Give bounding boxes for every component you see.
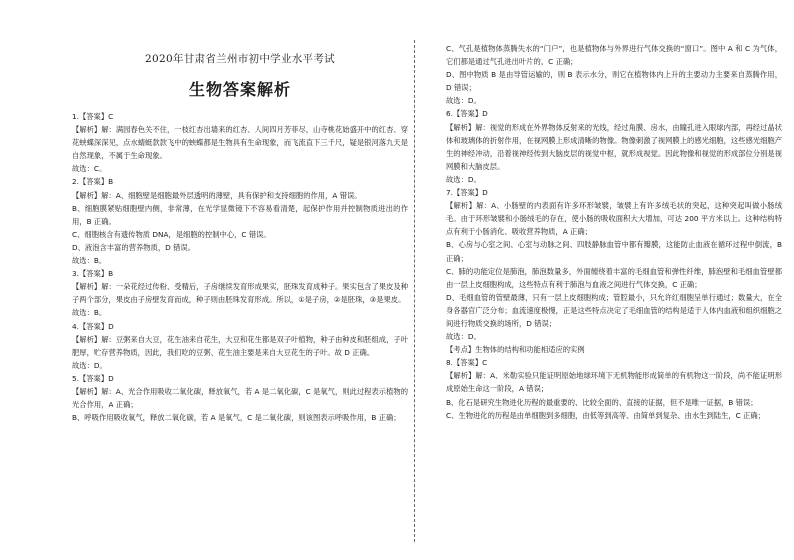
- answer-paragraph: 【考点】生物体的结构和功能相适应的实例: [446, 345, 585, 355]
- answer-paragraph: 7.【答案】D: [446, 188, 488, 198]
- answer-paragraph: 【解析】解：一朵花经过传粉、受精后，子房继续发育形成果实，胚珠发育成种子。果实包含了果皮及种子两个部分，果皮由子房壁发育而成，种子则由胚珠发育形成。所以，①是子房，②是胚珠，③是果皮。: [72, 282, 408, 305]
- answer-paragraph: C、气孔是植物体蒸腾失水的“门户”，也是植物体与外界进行气体交换的“窗口”。图中 A 和 C 为气体，它们都是通过气孔进出叶片的，C 正确；: [446, 44, 782, 67]
- column-divider: [414, 40, 415, 542]
- answer-paragraph: 3.【答案】B: [72, 269, 114, 279]
- answer-paragraph: B、细胞膜紧贴细胞壁内侧，非常薄，在光学显微镜下不容易看清楚，起保护作用并控制物质进出的作用，B 正确。: [72, 203, 408, 226]
- answer-paragraph: 【解析】解：豆粥来自大豆，花生油来自花生，大豆和花生都是双子叶植物，种子由种皮和胚组成，子叶肥厚，贮存营养物质，因此，我们吃的豆粥、花生油主要是来自大豆花生的子叶。故 D 正确。: [72, 334, 408, 357]
- answer-paragraph: 2.【答案】B: [72, 177, 114, 187]
- answer-paragraph: 【解析】解：A、细胞壁是细胞最外层透明的薄壁，具有保护和支持细胞的作用，A 错误。: [72, 190, 362, 200]
- document-title: 生物答案解析: [188, 80, 291, 99]
- answer-paragraph: 故选：D。: [446, 332, 481, 342]
- answer-paragraph: B、心房与心室之间、心室与动脉之间、四肢静脉血管中都有瓣膜，这能防止血液在循环过程中倒流，B 正确；: [446, 240, 782, 263]
- right-column: [446, 42, 782, 422]
- answer-paragraph: C、肺的功能定位是肺泡，肺泡数量多，外面缠绕着丰富的毛细血管和弹性纤维，肺泡壁和毛细血管壁都由一层上皮细胞构成，这些特点有利于肺泡与血液之间进行气体交换，C 正确；: [446, 266, 782, 289]
- answer-paragraph: B、呼吸作用吸收氧气，释放二氧化碳，若 A 是氧气，C 是二氧化碳，则该图表示呼吸作用，B 正确；: [72, 413, 401, 423]
- answer-paragraph: C、细胞核含有遗传物质 DNA，是细胞的控制中心，C 错误。: [72, 229, 271, 239]
- answer-paragraph: 故选：B。: [72, 308, 107, 318]
- answer-paragraph: 8.【答案】C: [446, 358, 488, 368]
- answer-paragraph: 1.【答案】C: [72, 112, 114, 121]
- answer-paragraph: 【解析】解：满园春色关不住，一枝红杏出墙来的红杏、人间四月芳菲尽，山寺桃花始盛开中的红杏、穿花蛱蝶深深见，点水蜻蜓款款飞中的蛱蝶都是生物具有生命现象，而飞流直下三千尺，疑是银河落九天是自然现象，不属于生命现象。: [72, 125, 408, 161]
- left-column: [72, 18, 408, 424]
- answer-paragraph: 故选：D。: [446, 174, 481, 184]
- answer-paragraph: 【解析】解：视觉的形成在外界物体反射来的光线，经过角膜、房水，由瞳孔进入眼球内部，再经过晶状体和玻璃体的折射作用，在视网膜上形成清晰的物像。物像刺激了视网膜上的感光细胞，这些感光细胞产生的神经冲动，沿着视神经传到大脑皮层的视觉中枢，就形成视觉。因此物像和视觉的形成部位分别是视网膜和大脑皮层。: [446, 122, 782, 171]
- answer-paragraph: C、生物进化的历程是由单细胞到多细胞，由低等到高等、由简单到复杂、由水生到陆生，C 正确；: [446, 410, 765, 420]
- answer-paragraph: 5.【答案】D: [72, 373, 114, 383]
- answer-paragraph: 故选：D。: [446, 96, 481, 106]
- answer-paragraph: 【解析】解：A、小肠壁的内表面有许多环形皱襞，皱襞上有许多绒毛状的突起，这种突起叫做小肠绒毛。由于环形皱襞和小肠绒毛的存在，使小肠的吸收面积大大增加，可达 200 平方米以上。这种结构特点有利于小肠消化、吸收营养物质，A 正确；: [446, 201, 782, 237]
- answer-paragraph: D、图中物质 B 是由导管运输的，则 B 表示水分，则它在植物体内上升的主要动力主要来自蒸腾作用，D 错误；: [446, 70, 782, 93]
- exam-title: 2020年甘肃省兰州市初中学业水平考试: [145, 53, 335, 65]
- answer-paragraph: 故选：B。: [72, 256, 107, 266]
- answer-paragraph: B、化石是研究生物进化历程的最重要的、比较全面的、直接的证据，但不是唯一证据，B 错误；: [446, 397, 758, 407]
- answer-paragraph: 【解析】解：A、光合作用吸收二氧化碳，释放氧气，若 A 是二氧化碳，C 是氧气，则此过程表示植物的光合作用，A 正确；: [72, 386, 408, 410]
- answer-paragraph: 4.【答案】D: [72, 321, 114, 331]
- answer-paragraph: 6.【答案】D: [446, 109, 488, 119]
- answer-paragraph: 【解析】解：A、米勒实验只能证明原始地球环境下无机物能形成简单的有机物这一阶段，尚不能证明形成原始生命这一阶段，A 错误；: [446, 371, 782, 394]
- answer-paragraph: D、毛细血管的管壁最薄，只有一层上皮细胞构成；管腔最小，只允许红细胞呈单行通过；数量大，在全身各器官广泛分布；血流速度极慢，正是这些特点决定了毛细血管的结构是适于人体内血液和组织细胞之间进行物质交换的场所，D 错误；: [446, 292, 782, 328]
- right-answer-list: [446, 42, 782, 422]
- answer-paragraph: 故选：D。: [72, 360, 107, 370]
- answer-paragraph: 故选：C。: [72, 164, 107, 174]
- left-answer-list: [72, 110, 408, 424]
- answer-paragraph: D、液泡含丰富的营养物质，D 错误。: [72, 242, 196, 252]
